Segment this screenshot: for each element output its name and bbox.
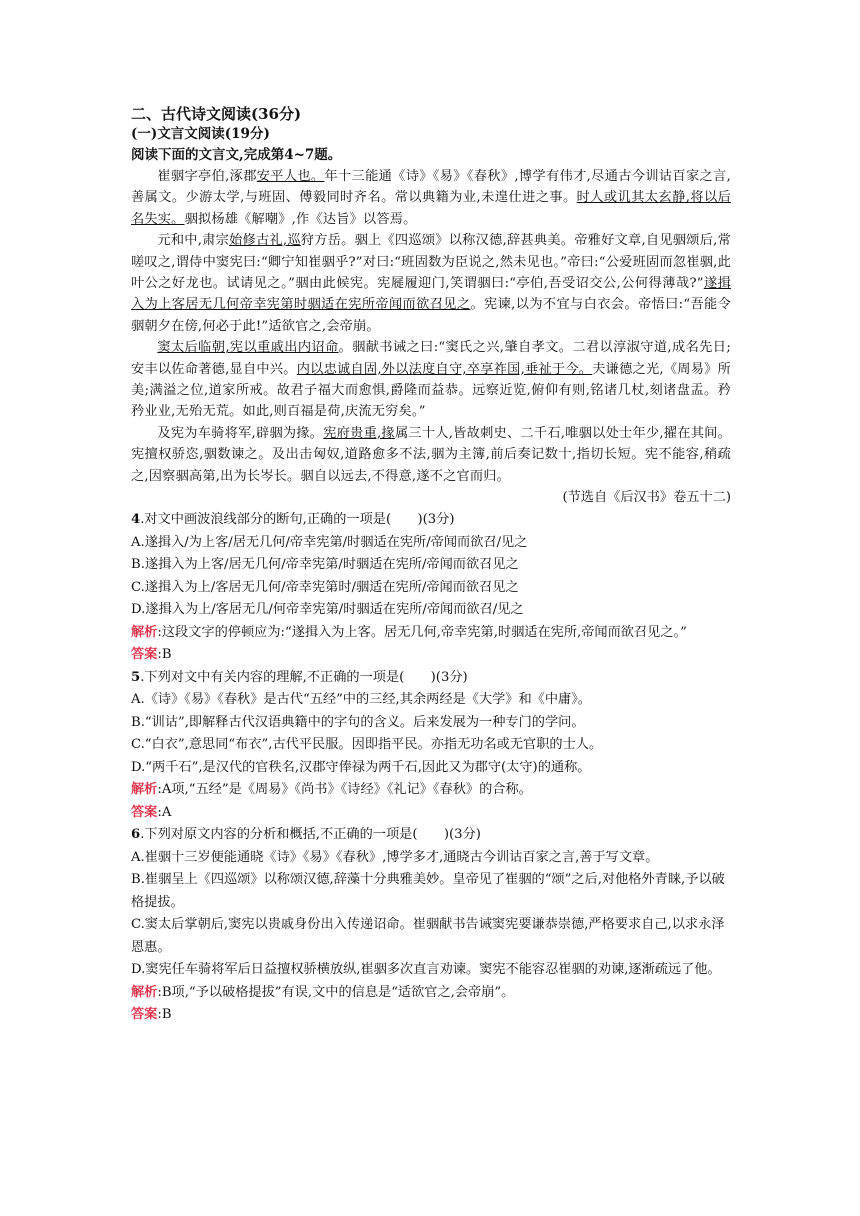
text-run: 属三十人,皆故刺史、二千石,唯骃以处士年少,擢在其间。宪擅权骄恣,骃数谏之。及出击匈奴,道路愈多不法,骃为主簿,前后奏记数十,指切长短。宪不能容,稍疏之,因察骃高第,出为长岑长。骃自以远去,不得意,遂不之官而归。 [131, 425, 731, 484]
underlined-text: 内以忠诚自固,外以法度自守,卒享祚国,垂祉于今。 [296, 361, 593, 377]
analysis-text: :B项,“予以破格提拔”有误,文中的信息是“适欲官之,会帝崩”。 [157, 984, 515, 1000]
analysis [131, 622, 731, 645]
question-number: 4 [131, 512, 141, 528]
option-a: A.崔骃十三岁便能通晓《诗》《易》《春秋》,博学多才,通晓古今训诂百家之言,善于写文章。 [131, 849, 659, 865]
underlined-text: 始修古礼,巡 [229, 233, 301, 249]
option-a: A.《诗》《易》《春秋》是古代“五经”中的三经,其余两经是《大学》和《中庸》。 [131, 692, 591, 708]
text-run: 狩方岳。骃上《四巡颂》以称汉德,辞甚典美。帝雅好文章,自见骃颂后,常嗟叹之,谓侍中窦宪曰:“卿宁知崔骃乎?”对曰:“班固数为臣说之,然未见也。”帝曰:“公爱班固而忽崔骃,此叶公之好龙也。试请见之。”骃由此候宪。宪屣履迎门,笑谓骃曰:“亭伯,吾受诏交公,公何得薄哉?” [131, 233, 731, 292]
option-b: B.“训诂”,即解释古代汉语典籍中的字句的含义。后来发展为一种专门的学问。 [131, 714, 585, 730]
option-a: A.遂揖入/为上客/居无几何/帝幸宪第/时骃适在宪所/帝闻而欲召/见之 [131, 534, 528, 550]
analysis [131, 779, 731, 802]
instruction: 阅读下面的文言文,完成第4~7题。 [131, 147, 342, 163]
wavy-underlined-text: 遂揖入为上客居无几何帝幸宪第时骃适在宪所帝闻而欲召见之 [131, 276, 731, 313]
underlined-text: 安平人也。 [256, 169, 325, 184]
question-4 [131, 509, 731, 667]
underlined-text: 窦太后临朝,宪以重戚出内诏命 [157, 340, 339, 356]
text-run: 。骃献书诫之曰:“窦氏之兴,肇自孝文。二君以淳淑守道,成名先日;安丰以佐命著德,显自中兴。 [131, 340, 731, 377]
text-run: 年十三能通《诗》《易》《春秋》,博学有伟才,尽通古今训诂百家之言,善属文。少游太学,与班固、傅毅同时齐名。常以典籍为业,未遑仕进之事。 [131, 169, 731, 206]
answer [131, 1004, 731, 1027]
question-stem [131, 824, 731, 847]
underlined-text: 宪府贵重,掾 [323, 425, 395, 441]
question-stem [131, 509, 731, 532]
analysis [131, 982, 731, 1005]
option-b: B.遂揖入为上客/居无几何/帝幸宪第/时骃适在宪所/帝闻而欲召见之 [131, 557, 519, 573]
option-c: C.“白衣”,意思同“布衣”,古代平民服。因即指平民。亦指无功名或无官职的士人。 [131, 737, 603, 753]
answer-label: 答案 [131, 1007, 158, 1023]
analysis-text: :这段文字的停顿应为:“遂揖入为上客。居无几何,帝幸宪第,时骃适在宪所,帝闻而欲召见之。” [157, 624, 687, 640]
underlined-text: 时人或讥其太玄静,将以后名失实。 [131, 190, 732, 227]
subsection-title: (一)文言文阅读(19分) [131, 126, 270, 142]
passage-paragraph-3 [131, 337, 731, 423]
text-run: 及宪为车骑将军,辟骃为掾。 [157, 425, 324, 441]
answer [131, 802, 731, 825]
option-c: C.窦太后掌朝后,窦宪以贵戚身份出入传递诏命。崔骃献书告诫窦宪要谦恭崇德,严格要求自己,以求永泽恩惠。 [131, 917, 725, 955]
question-stem [131, 667, 731, 690]
question-text: .下列对原文内容的分析和概括,不正确的一项是( )(3分) [140, 827, 481, 843]
text-run: 。宪谏,以为不宜与白衣会。帝悟曰:“吾能令骃朝夕在傍,何必于此!”适欲官之,会帝崩。 [131, 297, 731, 334]
question-text: .下列对文中有关内容的理解,不正确的一项是( )(3分) [140, 669, 468, 685]
answer-label: 答案 [131, 804, 158, 820]
option-d: D.遂揖入为上/客居无几/何帝幸宪第/时骃适在宪所/帝闻而欲召/见之 [131, 602, 524, 618]
answer-text: :A [157, 804, 172, 820]
text-run: 骃拟杨雄《解嘲》,作《达旨》以答焉。 [184, 211, 417, 227]
analysis-label: 解析 [131, 984, 158, 1000]
analysis-label: 解析 [131, 624, 158, 640]
analysis-text: :A项,“五经”是《周易》《尚书》《诗经》《礼记》《春秋》的合称。 [157, 782, 532, 798]
option-c: C.遂揖入为上/客居无几何/帝幸宪第时/骃适在宪所/帝闻而欲召见之 [131, 579, 519, 595]
question-6 [131, 824, 731, 1027]
section-title: 二、古代诗文阅读(36分) [131, 105, 302, 123]
passage-paragraph-1 [131, 166, 731, 230]
question-number: 5 [131, 669, 141, 685]
option-d: D.“两千石”,是汉代的官秩名,汉郡守俸禄为两千石,因此又为郡守(太守)的通称。 [131, 759, 591, 775]
answer-text: :B [157, 647, 172, 663]
option-d: D.窦宪任车骑将军后日益擅权骄横放纵,崔骃多次直言劝谏。窦宪不能容忍崔骃的劝谏,逐渐疏远了他。 [131, 962, 721, 978]
answer [131, 644, 731, 667]
question-text: .对文中画波浪线部分的断句,正确的一项是( )(3分) [140, 512, 455, 528]
passage-paragraph-4 [131, 423, 731, 487]
document-page [131, 104, 731, 1027]
text-run: 元和中,肃宗 [157, 233, 230, 249]
text-run: 夫谦德之光,《周易》所美;满溢之位,道家所戒。故君子福大而愈惧,爵隆而益恭。远察近览,俯仰有则,铭诸几杖,刻诸盘盂。矜矜业业,无殆无荒。如此,则百福是荷,庆流无穷矣。” [131, 361, 732, 420]
question-5 [131, 667, 731, 825]
analysis-label: 解析 [131, 782, 158, 798]
source-citation: (节选自《后汉书》卷五十二) [562, 490, 731, 506]
option-b: B.崔骃呈上《四巡颂》以称颂汉德,辞藻十分典雅美妙。皇帝见了崔骃的“颂”之后,对他格外青睐,予以破格提拔。 [131, 872, 725, 910]
question-number: 6 [131, 827, 141, 843]
answer-text: :B [157, 1007, 172, 1023]
text-run: 崔骃字亭伯,涿郡 [157, 169, 257, 184]
answer-label: 答案 [131, 647, 158, 663]
passage-paragraph-2 [131, 230, 731, 337]
